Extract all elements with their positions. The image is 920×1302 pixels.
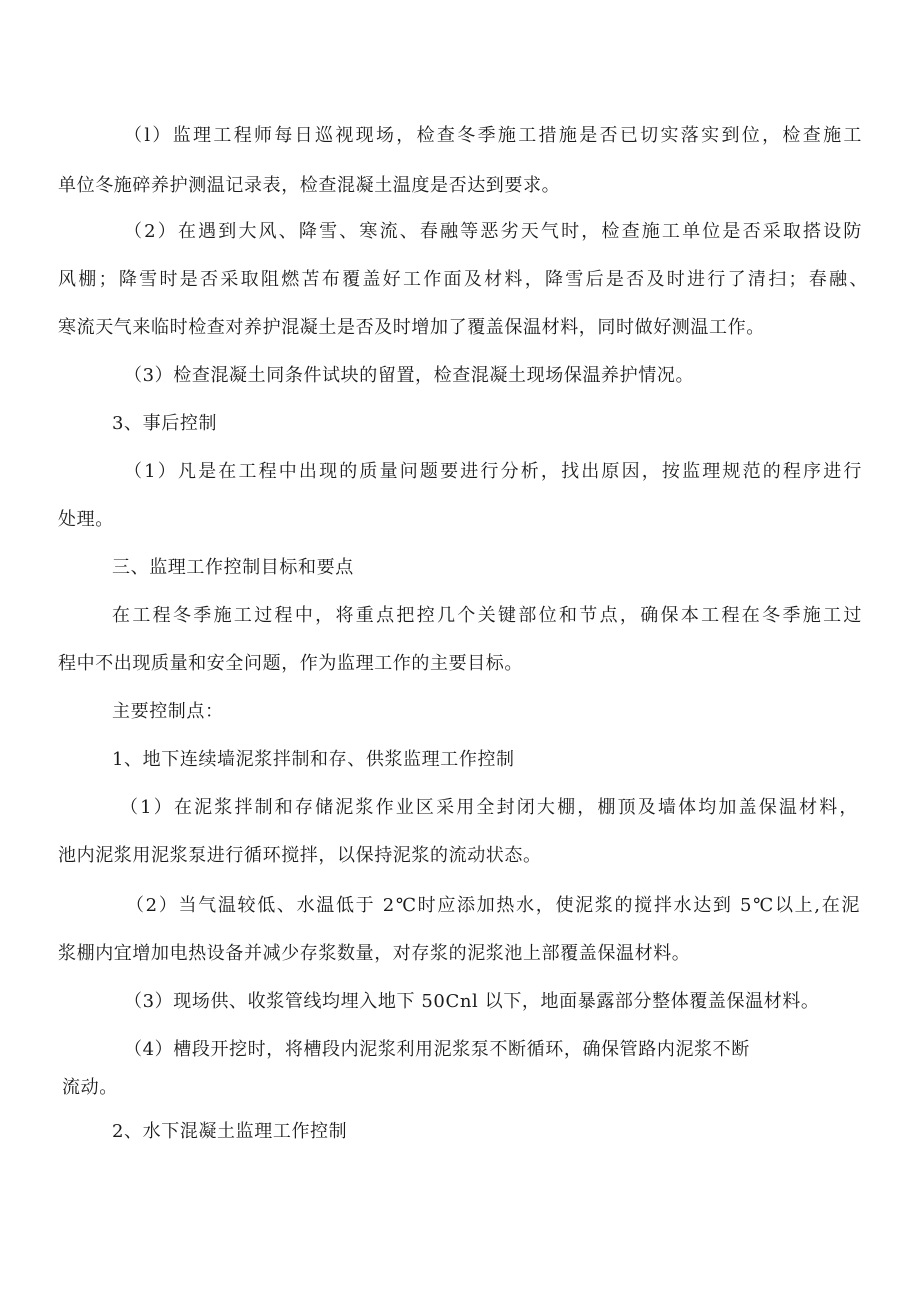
paragraph-line: （1）在泥浆拌制和存储泥浆作业区采用全封闭大棚，棚顶及墙体均加盖保温材料， (120, 797, 858, 818)
section-heading: 2、水下混凝土监理工作控制 (112, 1121, 348, 1142)
paragraph-line: （4）槽段开挖时，将槽段内泥浆利用泥浆泵不断循环，确保管路内泥浆不断 (124, 1039, 750, 1060)
paragraph-line: 程中不出现质量和安全问题，作为监理工作的主要目标。 (58, 653, 523, 674)
paragraph-line: （3）现场供、收浆管线均埋入地下 50Cnl 以下，地面暴露部分整体覆盖保温材料。 (124, 991, 820, 1012)
paragraph-line: 单位冬施碎养护测温记录表，检查混凝土温度是否达到要求。 (58, 175, 561, 196)
paragraph-line: 处理。 (58, 509, 114, 530)
section-heading: 3、事后控制 (112, 413, 218, 434)
paragraph-line: 寒流天气来临时检查对养护混凝土是否及时增加了覆盖保温材料，同时做好测温工作。 (58, 317, 765, 338)
section-heading: 主要控制点： (112, 701, 224, 722)
paragraph-line: （3）检查混凝土同条件试块的留置，检查混凝土现场保温养护情况。 (124, 365, 695, 386)
paragraph-line: （2）当气温较低、水温低于 2℃时应添加热水，使泥浆的搅拌水达到 5℃以上,在泥 (126, 895, 860, 916)
paragraph-line: 流动。 (62, 1077, 118, 1098)
paragraph-line: （l）监理工程师每日巡视现场，检查冬季施工措施是否已切实落实到位，检查施工 (124, 125, 862, 146)
paragraph-line: 池内泥浆用泥浆泵进行循环搅拌，以保持泥浆的流动状态。 (58, 845, 542, 866)
paragraph-line: （2）在遇到大风、降雪、寒流、春融等恶劣天气时，检查施工单位是否采取搭设防 (124, 221, 862, 242)
section-heading: 1、地下连续墙泥浆拌制和存、供浆监理工作控制 (112, 749, 515, 770)
paragraph-line: 在工程冬季施工过程中，将重点把控几个关键部位和节点，确保本工程在冬季施工过 (112, 605, 862, 626)
paragraph-line: 风棚；降雪时是否采取阻燃苫布覆盖好工作面及材料，降雪后是否及时进行了清扫；春融、 (58, 269, 868, 290)
paragraph-line: （1）凡是在工程中出现的质量问题要进行分析，找出原因，按监理规范的程序进行 (124, 461, 862, 482)
section-heading: 三、监理工作控制目标和要点 (112, 557, 354, 578)
paragraph-line: 浆棚内宜增加电热设备并减少存浆数量，对存浆的泥浆池上部覆盖保温材料。 (58, 943, 691, 964)
